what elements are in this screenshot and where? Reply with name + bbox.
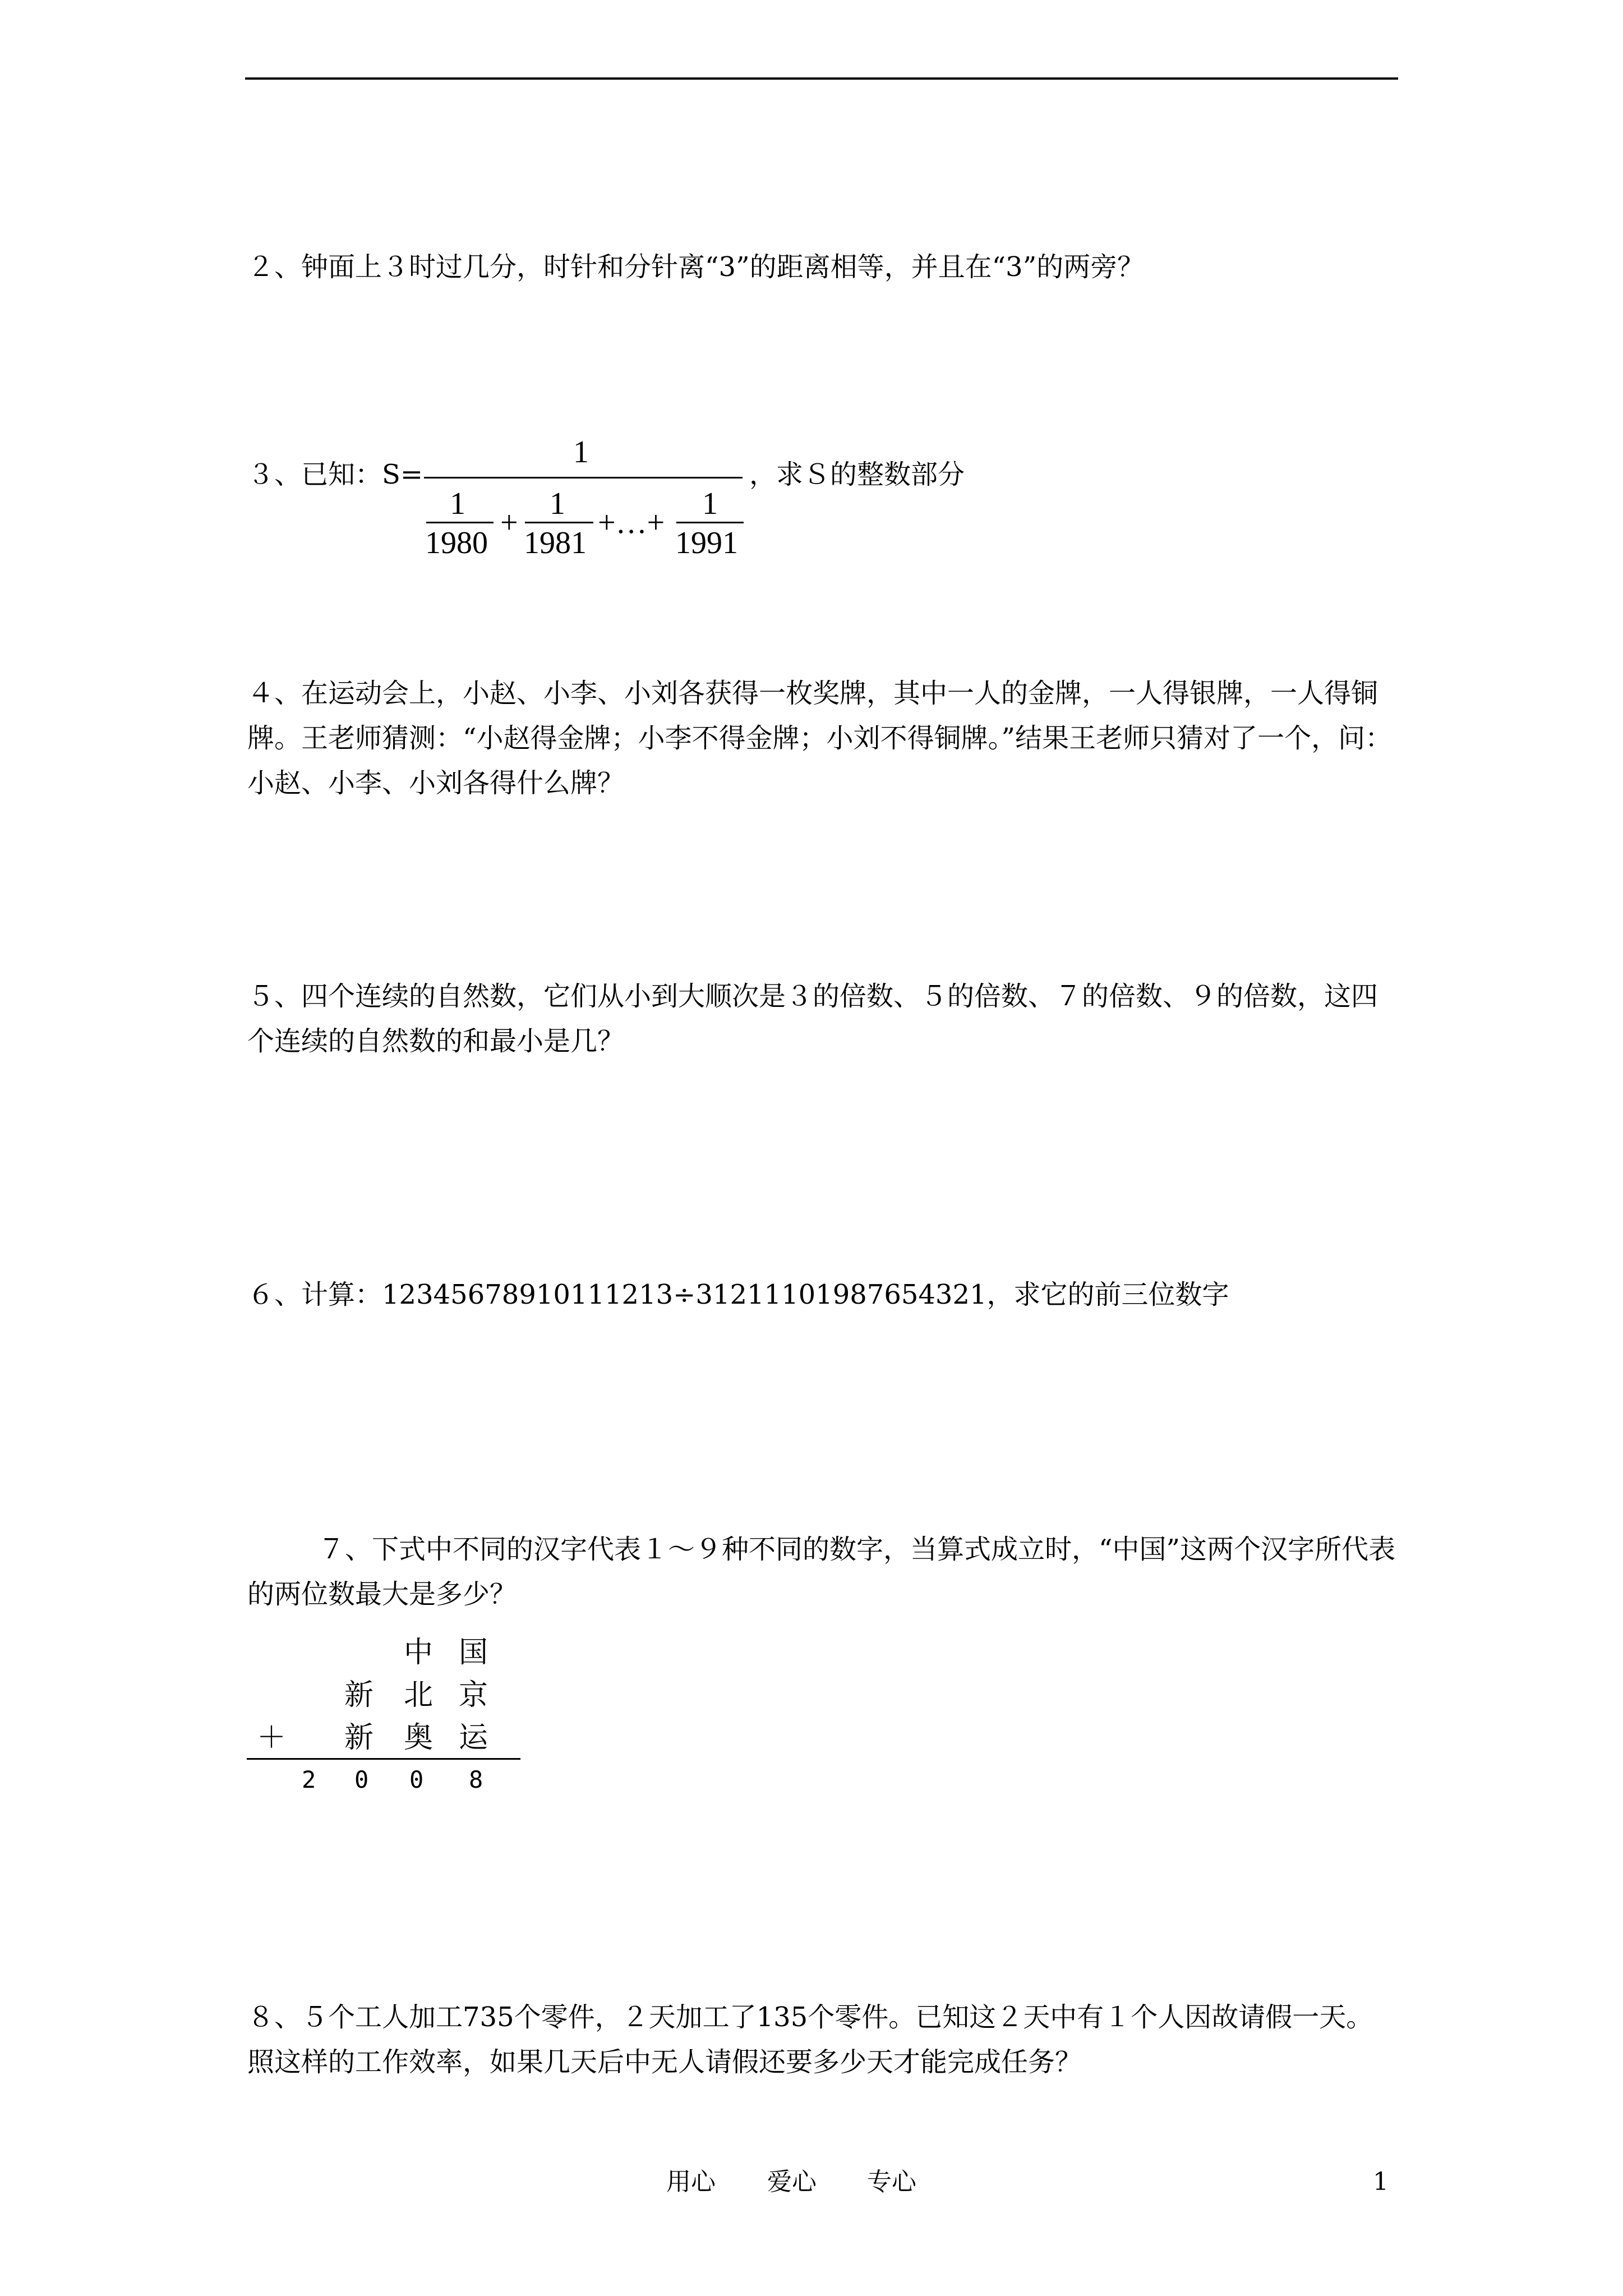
term-2-denominator: 1981 [524, 526, 587, 560]
term-3-bar [676, 522, 744, 523]
question-2: ２、钟面上３时过几分，时针和分针离“3”的距离相等，并且在“3”的两旁？ [247, 251, 1145, 283]
puzzle-char: 新 [344, 1678, 374, 1712]
term-3-numerator: 1 [702, 486, 718, 521]
fraction-numerator: 1 [573, 435, 589, 470]
question-7: ７、下式中不同的汉字代表１～９种不同的数字，当算式成立时，“中国”这两个汉字所代表的两位数最大是多少？ [247, 1534, 1396, 1610]
term-1-denominator: 1980 [425, 526, 488, 560]
term-2-numerator: 1 [550, 486, 565, 521]
plus-operator: + [500, 505, 518, 540]
ellipsis-operator: +…+ [598, 505, 665, 540]
term-3-denominator: 1991 [675, 526, 738, 560]
puzzle-char: 北 [404, 1678, 434, 1712]
page-number: 1 [1373, 2168, 1389, 2196]
footer-motto-3: 专心 [867, 2168, 916, 2196]
question-3-prefix: ３、已知：S= [247, 459, 423, 490]
plus-sign: ＋ [257, 1721, 287, 1755]
puzzle-char: 新 [344, 1721, 374, 1755]
result-digit: 0 [354, 1766, 369, 1793]
header-rule [245, 77, 1398, 80]
footer-motto-1: 用心 [666, 2168, 716, 2196]
question-5: ５、四个连续的自然数，它们从小到大顺次是３的倍数、５的倍数、７的倍数、９的倍数，这四个连续的自然数的和最小是几？ [247, 981, 1378, 1057]
question-6: ６、计算：12345678910111213÷31211101987654321，求它的前三位数字 [247, 1279, 1229, 1310]
term-2-bar [525, 522, 593, 523]
result-digit: 2 [302, 1766, 316, 1793]
footer-motto-2: 爱心 [767, 2168, 817, 2196]
puzzle-char: 京 [459, 1678, 488, 1712]
sum-line [247, 1758, 520, 1760]
question-3-suffix: ，求Ｓ的整数部分 [749, 459, 965, 490]
puzzle-char: 中 [404, 1636, 434, 1669]
question-4: ４、在运动会上，小赵、小李、小刘各获得一枚奖牌，其中一人的金牌，一人得银牌，一人得铜牌。王老师猜测：“小赵得金牌；小李不得金牌；小刘不得铜牌。”结果王老师只猜对了一个，问：小赵、小李、小刘各得什么牌？ [247, 678, 1393, 799]
result-digit: 0 [409, 1766, 424, 1793]
question-8: ８、５个工人加工735个零件，２天加工了135个零件。已知这２天中有１个人因故请假一天。照这样的工作效率，如果几天后中无人请假还要多少天才能完成任务？ [247, 2001, 1373, 2078]
result-digit: 8 [469, 1766, 483, 1793]
puzzle-char: 奥 [404, 1721, 434, 1755]
puzzle-char: 国 [459, 1636, 488, 1669]
term-1-numerator: 1 [450, 486, 465, 521]
term-1-bar [426, 522, 494, 523]
fraction-main-bar [424, 477, 743, 478]
puzzle-char: 运 [459, 1721, 488, 1755]
